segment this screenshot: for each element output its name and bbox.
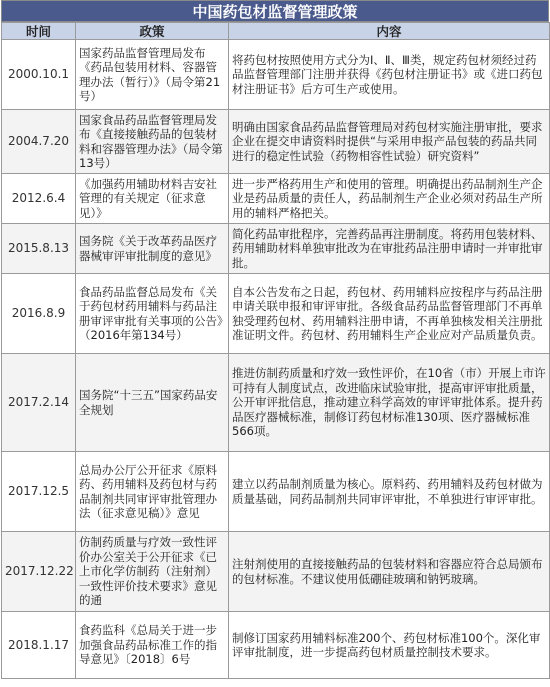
row-policy: 国务院“十三五”国家药品安全规划 — [76, 354, 229, 452]
row-policy: 《加强药用辅助材料吉安社管理的有关规定（征求意见）》 — [76, 174, 229, 224]
table-row — [2, 274, 550, 354]
row-date: 2016.8.9 — [2, 274, 76, 354]
row-policy: 国家食品药品监督管理局发布《直接接触药品的包装材料和容器管理办法》（局令第13号） — [76, 110, 229, 174]
table-row — [2, 174, 550, 224]
row-policy: 食药监科《总局关于进一步加强食品药品标准工作的指导意见》〔2018〕6号 — [76, 612, 229, 679]
table-row — [2, 452, 550, 532]
row-content: 简化药品审批程序，完善药品再注册制度。将药用包装材料、药用辅助材料单独审批改为在审批药品注册申请时一并审批审批。 — [229, 224, 550, 274]
row-date: 2017.12.5 — [2, 452, 76, 532]
policy-table — [1, 22, 550, 679]
table-row — [2, 40, 550, 110]
row-content: 自本公告发布之日起，药包材、药用辅料应按程序与药品注册申请关联申报和审评审批。各级食品药品监督管理部门不再单独受理药包材、药用辅料注册申请，不再单独核发相关注册批准证明文件。药包材、药用辅料生产企业应对产品质量负责。 — [229, 274, 550, 354]
row-content: 建立以药品制剂质量为核心。原料药、药用辅料及药包材做为质量基础，同药品制剂共同审评审批，不单独进行审评审批。 — [229, 452, 550, 532]
row-policy: 仿制药质量与疗效一致性评价办公室关于公开征求《已上市化学仿制药（注射剂）一致性评价技术要求》意见的通 — [76, 532, 229, 612]
table-row — [2, 110, 550, 174]
row-policy: 国务院《关于改革药品医疗器械审评审批制度的意见》 — [76, 224, 229, 274]
row-policy: 总局办公厅公开征求《原料药、药用辅料及药包材与药品制剂共同审评审批管理办法（征求意见稿）》意见 — [76, 452, 229, 532]
table-row — [2, 224, 550, 274]
header-row — [2, 23, 550, 40]
row-date: 2015.8.13 — [2, 224, 76, 274]
row-content: 推进仿制药质量和疗效一致性评价，在10省（市）开展上市许可持有人制度试点，改进临床试验审批，提高审评审批质量，公开审评批信息，推动建立科学高效的审评审批体系。提升药品医疗器械标准，制修订药包材标准130项、医疗器械标准566项。 — [229, 354, 550, 452]
row-date: 2017.2.14 — [2, 354, 76, 452]
table-row — [2, 354, 550, 452]
header-policy: 政策 — [76, 23, 229, 40]
row-date: 2018.1.17 — [2, 612, 76, 679]
row-date: 2004.7.20 — [2, 110, 76, 174]
row-policy: 国家药品监督管理局发布《药品包装用材料、容器管理办法（暂行）》（局令第21号） — [76, 40, 229, 110]
row-content: 进一步严格药用生产和使用的管理。明确提出药品制剂生产企业是药品质量的责任人，药品制剂生产企业必须对药品生产所用的辅料严格把关。 — [229, 174, 550, 224]
row-content: 将药包材按照使用方式分为Ⅰ、Ⅱ、Ⅲ类，规定药包材须经过药品监督管理部门注册并获得《药包材注册证书》或《进口药包材注册证书》后方可生产或使用。 — [229, 40, 550, 110]
table-title: 中国药包材监督管理政策 — [1, 0, 549, 22]
row-content: 注射剂使用的直接接触药品的包装材料和容器应符合总局颁布的包材标准。不建议使用低硼硅玻璃和钠钙玻璃。 — [229, 532, 550, 612]
row-date: 2017.12.22 — [2, 532, 76, 612]
row-date: 2012.6.4 — [2, 174, 76, 224]
row-content: 明确由国家食品药品监督管理局对药包材实施注册审批，要求企业在提交申请资料时提供“与采用申报产品包装的药品共同进行的稳定性试验（药物相容性试验）研究资料” — [229, 110, 550, 174]
row-policy: 食品药品监督总局发布《关于药包材药用辅料与药品注册审评审批有关事项的公告》（2016年第134号） — [76, 274, 229, 354]
policy-table-frame — [1, 0, 549, 686]
row-content: 制修订国家药用辅料标准200个、药包材标准100个。深化审评审批制度，进一步提高药包材质量控制技术要求。 — [229, 612, 550, 679]
table-row — [2, 612, 550, 679]
row-date: 2000.10.1 — [2, 40, 76, 110]
header-date: 时间 — [2, 23, 76, 40]
header-content: 内容 — [229, 23, 550, 40]
table-row — [2, 532, 550, 612]
